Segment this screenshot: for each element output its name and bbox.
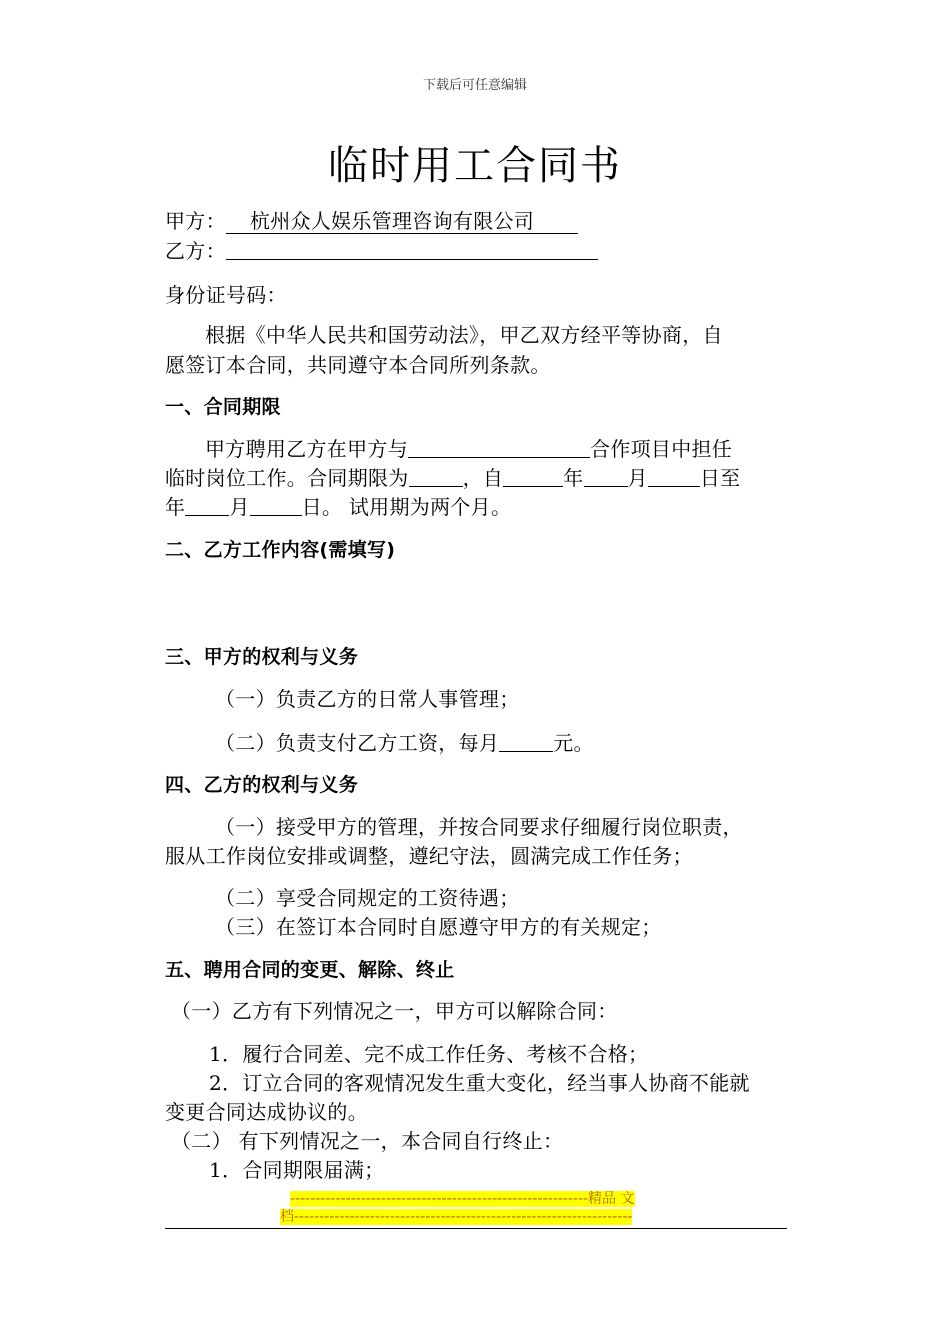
section-5-heading: 五、聘用合同的变更、解除、终止 bbox=[165, 959, 455, 981]
party-a-line bbox=[165, 206, 787, 236]
sec5-sub-2: （二） 有下列情况之一，本合同自行终止： bbox=[171, 1129, 564, 1153]
sec5-sub-1-item-1: 1．履行合同差、完不成工作任务、考核不合格； bbox=[209, 1042, 649, 1066]
end-day-blank bbox=[250, 493, 302, 516]
footer-banner bbox=[280, 1190, 672, 1226]
footer-line-1: -----------------------------------------------------------精品 文 bbox=[290, 1191, 635, 1207]
sec1-line-3: 年 月 日。 试用期为两个月。 bbox=[165, 495, 512, 519]
end-month-blank bbox=[185, 493, 229, 516]
footer-divider bbox=[165, 1228, 787, 1229]
section-2-heading: 二、乙方工作内容(需填写) bbox=[165, 539, 396, 561]
intro-line-1: 根据《中华人民共和国劳动法》，甲乙双方经平等协商，自 bbox=[205, 323, 723, 347]
sec4-item-1-line-2: 服从工作岗位安排或调整，遵纪守法，圆满完成工作任务； bbox=[165, 844, 693, 868]
project-blank bbox=[408, 435, 590, 458]
intro-line-2: 愿签订本合同，共同遵守本合同所列条款。 bbox=[165, 353, 551, 377]
footer-line-2: 档------------------------------------------------------------------- bbox=[280, 1209, 633, 1225]
start-day-blank bbox=[648, 464, 700, 487]
section-1-heading: 一、合同期限 bbox=[165, 396, 281, 418]
party-b-line bbox=[165, 236, 787, 266]
term-blank bbox=[409, 464, 463, 487]
start-month-blank bbox=[584, 464, 628, 487]
section-4-heading: 四、乙方的权利与义务 bbox=[165, 774, 359, 796]
sec3-item-2: （二）负责支付乙方工资，每月 元。 bbox=[215, 731, 594, 755]
section-3-heading: 三、甲方的权利与义务 bbox=[165, 646, 359, 668]
sec5-sub-1-item-2-line-2: 变更合同达成协议的。 bbox=[165, 1100, 368, 1124]
party-b-blank bbox=[226, 237, 598, 260]
sec1-line-1: 甲方聘用乙方在甲方与 合作项目中担任 bbox=[205, 437, 733, 461]
party-a-label: 甲方： bbox=[165, 209, 226, 233]
document-title: 临时用工合同书 bbox=[328, 143, 622, 189]
header-note: 下载后可任意编辑 bbox=[422, 78, 527, 93]
sec3-item-1: （一）负责乙方的日常人事管理； bbox=[215, 687, 520, 711]
party-a-value: 杭州众人娱乐管理咨询有限公司 bbox=[226, 209, 578, 234]
sec5-sub-1-item-2-line-1: 2．订立合同的客观情况发生重大变化，经当事人协商不能就 bbox=[209, 1071, 750, 1095]
sec5-sub-2-item-1: 1．合同期限届满； bbox=[209, 1158, 385, 1182]
party-b-label: 乙方： bbox=[165, 239, 226, 263]
start-year-blank bbox=[503, 464, 563, 487]
sec1-line-2: 临时岗位工作。合同期限为 ，自 年 月 日至 bbox=[165, 466, 741, 490]
sec5-sub-1: （一）乙方有下列情况之一，甲方可以解除合同： bbox=[171, 999, 618, 1023]
sec4-item-2: （二）享受合同规定的工资待遇； bbox=[215, 886, 520, 910]
sec4-item-1-line-1: （一）接受甲方的管理，并按合同要求仔细履行岗位职责， bbox=[215, 815, 743, 839]
monthly-wage-blank bbox=[499, 729, 553, 752]
sec4-item-3: （三）在签订本合同时自愿遵守甲方的有关规定； bbox=[215, 915, 662, 939]
id-number-line: 身份证号码： bbox=[165, 283, 287, 307]
